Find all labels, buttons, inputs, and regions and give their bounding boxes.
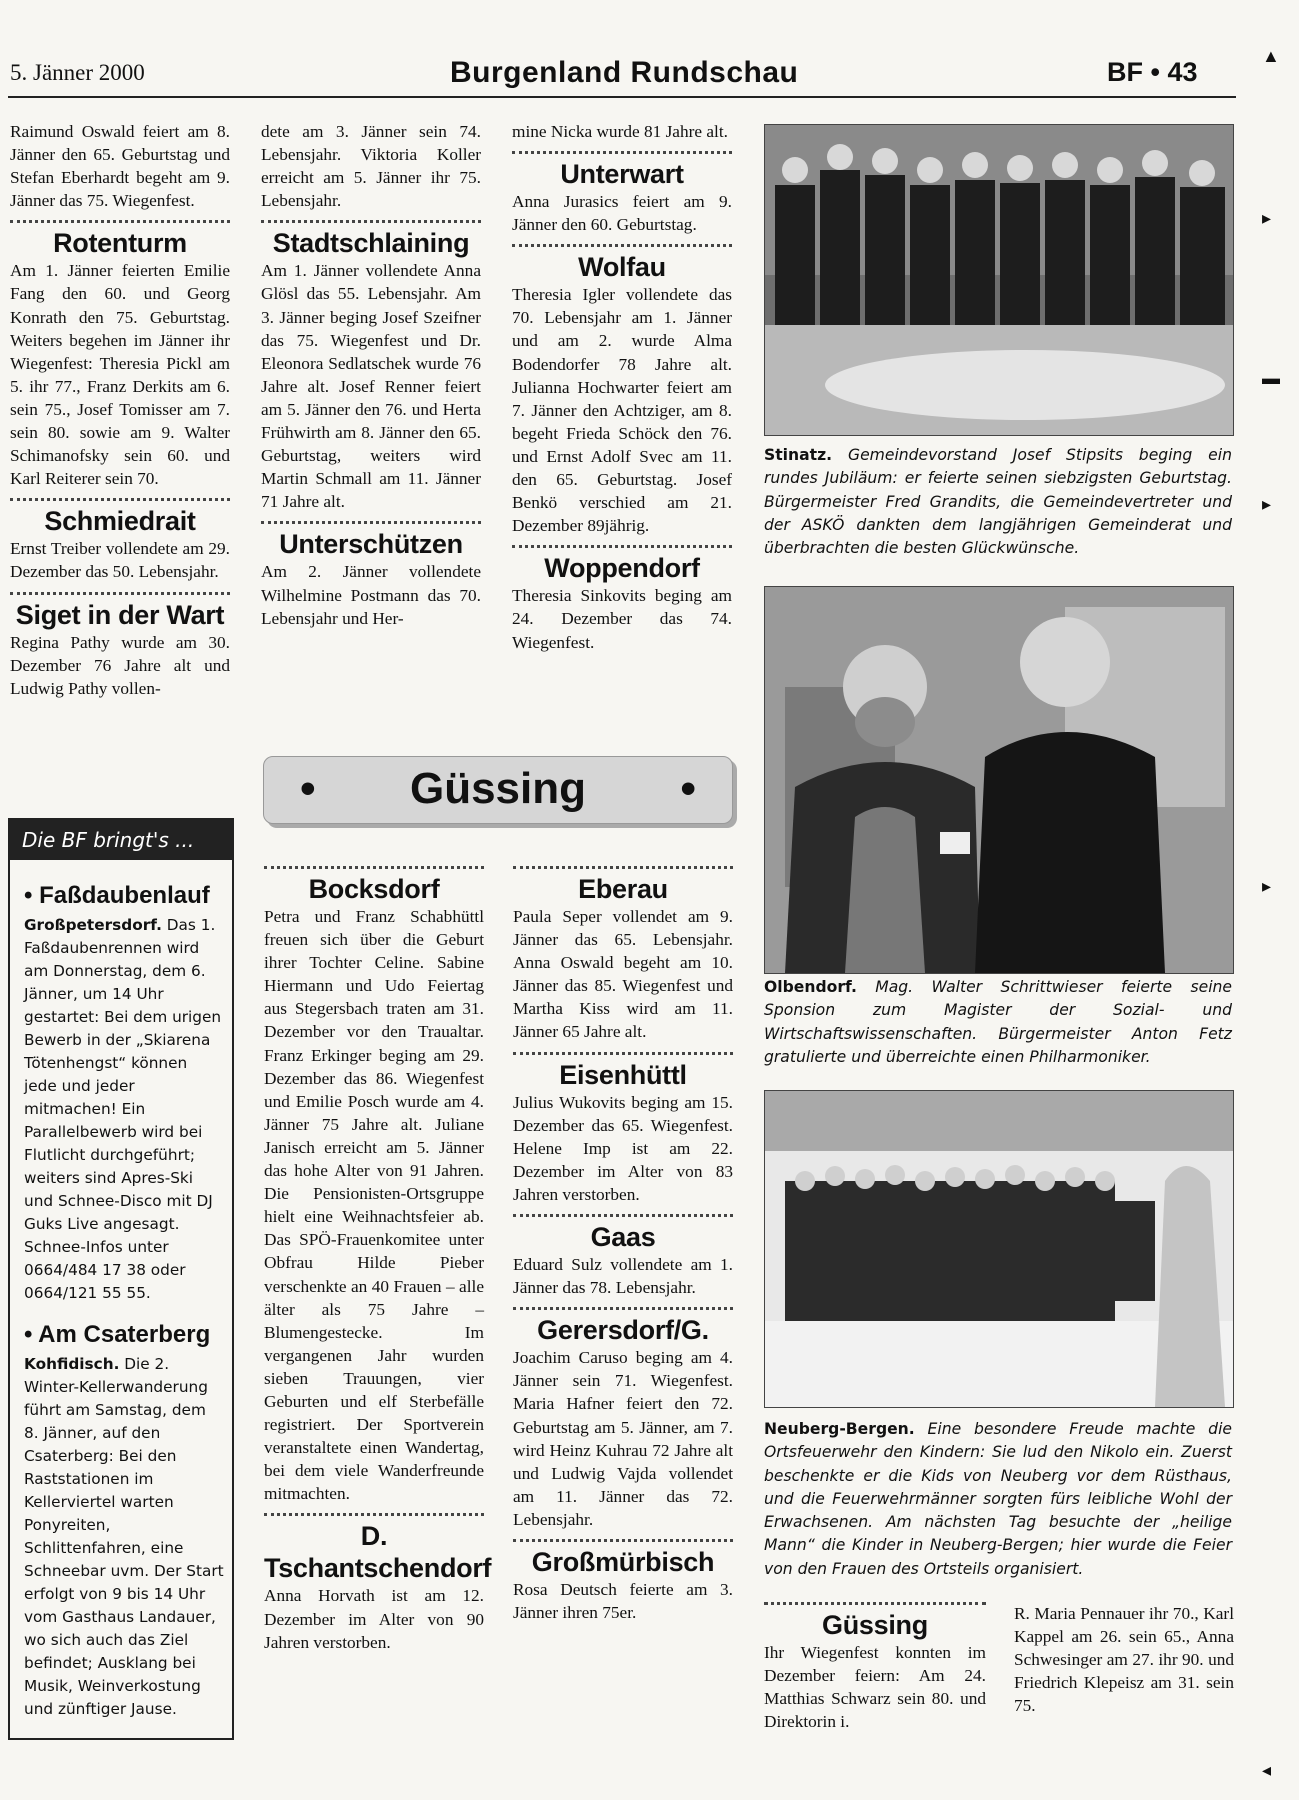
section-heading-gerersdorf: Gerersdorf/G.: [537, 1315, 709, 1346]
article-text: Am 2. Jänner vollendete Wilhelmine Postmann das 70. Lebensjahr und Her-: [261, 562, 481, 628]
column-3: [512, 120, 732, 654]
dotted-divider: [10, 220, 230, 223]
dotted-divider: [10, 592, 230, 595]
caption-place: Neuberg-Bergen.: [764, 1420, 915, 1438]
margin-mark: ▲: [1262, 46, 1280, 66]
item-body: Die 2. Winter-Kellerwanderung führt am Samstag, dem 8. Jänner, auf den Csaterberg: Bei den Raststationen im Kellerviertel warten Ponyreiten, Schlittenfahren, eine Schneebar uvm. Der Start erfolgt von 9 bis 14 Uhr vom Gasthaus Landauer, wo sich auch das Ziel befindet; Ausklang bei Musik, Weinverkostung und zünftiger Jause.: [24, 1355, 224, 1718]
dotted-divider: [512, 244, 732, 247]
section-heading-bocksdorf: Bocksdorf: [308, 874, 440, 904]
section-heading-grossmuerbisch: Großmürbisch: [531, 1546, 715, 1577]
item-body: Das 1. Faßdaubenrennen wird am Donnerstag, dem 6. Jänner, um 14 Uhr gestartet: Bei dem urigen Bewerb in der „Skiarena Tötenhengst“ können jede und jeder mitmachen! Ein Parallelbewerb wird bei Flutlicht durchgeführt; weiters sind Apres-Ski und Schnee-Disco mit DJ Guks Live angesagt. Schnee-Infos unter 0664/484 17 38 oder 0664/121 55 55.: [24, 916, 222, 1302]
caption-place: Stinatz.: [764, 446, 833, 464]
issue-date: 5. Jänner 2000: [10, 60, 145, 85]
dotted-divider: [513, 1052, 733, 1055]
dotted-divider: [261, 521, 481, 524]
place-name: Kohfidisch.: [24, 1355, 120, 1373]
dotted-divider: [513, 866, 733, 869]
article-text: Ihr Wiegenfest konnten im Dezember feiern: Am 24. Matthias Schwarz sein 80. und Direktorin i.: [764, 1643, 986, 1732]
column-4-lower: [764, 1602, 986, 1733]
dotted-divider: [264, 866, 484, 869]
section-heading-schmiedrait: Schmiedrait: [44, 506, 196, 537]
dotted-divider: [513, 1539, 733, 1542]
photo-caption-olbendorf: [764, 976, 1232, 1069]
section-heading-stadtschlaining: Stadtschlaining: [272, 228, 470, 259]
article-text: Ernst Treiber vollendete am 29. Dezember das 50. Lebensjahr.: [10, 539, 230, 582]
column-2-lower: [264, 866, 492, 1654]
info-box-item-text: [24, 1353, 224, 1721]
margin-mark: ▬: [1262, 368, 1280, 388]
article-text: Am 1. Jänner vollendete Anna Glösl das 55. Lebensjahr. Am 3. Jänner beging Josef Szeifner das 75. Wiegenfest und Dr. Eleonora Sedlatschek wurde 76 Jahre alt. Josef Renner feiert am 5. Jänner den 76. und Herta Frühwirth am 8. Jänner den 65. Geburtstag, weiters wird Martin Schmall am 11. Jänner 71 Jahre alt.: [261, 261, 481, 512]
caption-place: Olbendorf.: [764, 978, 857, 996]
dotted-divider: [512, 151, 732, 154]
children-crowd-photo-illustration: [765, 1091, 1233, 1407]
info-box: [8, 818, 234, 1740]
region-banner-guessing: [263, 756, 733, 824]
article-text: Raimund Oswald feiert am 8. Jänner den 65. Geburtstag und Stefan Eberhardt begeht am 9. Jänner das 75. Wiegenfest.: [10, 122, 230, 211]
info-box-header: Die BF bringt's ...: [10, 820, 232, 860]
newspaper-title: Burgenland Rundschau: [450, 56, 799, 89]
photo-caption-neuberg: [764, 1418, 1232, 1581]
article-text: Theresia Sinkovits beging am 24. Dezember das 74. Wiegenfest.: [512, 586, 732, 652]
article-text: Am 1. Jänner feierten Emilie Fang den 60. und Georg Konrath den 75. Geburtstag. Weiters begehen im Jänner ihr Wiegenfest: Theresia Pickl am 5. ihr 77., Franz Derkits am 6. sein 75., Josef Tomisser am 7. sein 80. sowie am 9. Walter Schimanofsky sein 60. und Karl Reiterer sein 70.: [10, 261, 230, 489]
section-heading-unterwart: Unterwart: [560, 159, 684, 190]
photo-olbendorf: [764, 586, 1234, 974]
section-heading-woppendorf: Woppendorf: [544, 553, 700, 584]
column-3-lower: [513, 866, 733, 1624]
article-text: Theresia Igler vollendete das 70. Lebensjahr am 1. Jänner und am 2. wurde Alma Bodendorfer 78 Jahre alt. Julianna Hochwarter feiert am 7. Jänner den Achtziger, am 8. begeht Frieda Schöck den 76. und Ernst Adolf Svec am 11. den 65. Geburtstag. Josef Benkö verschied am 21. Dezember 89jährig.: [512, 285, 732, 536]
two-men-photo-illustration: [765, 587, 1233, 973]
caption-text: Mag. Walter Schrittwieser feierte seine Sponsion zum Magister der Sozial- und Wirtschaftswissenschaften. Bürgermeister Anton Fetz gratulierte und überreichte einen Philharmoniker.: [764, 978, 1232, 1066]
section-heading-rotenturm: Rotenturm: [53, 228, 187, 259]
dotted-divider: [513, 1307, 733, 1310]
article-text: Petra und Franz Schabhüttl freuen sich über die Geburt ihrer Tochter Celine. Sabine Hiermann und Udo Feiertag aus Stegersbach traten am 31. Dezember vor den Traualtar. Franz Erkinger beging am 29. Dezember das 86. Wiegenfest und Emilie Posch wurde am 4. Jänner 75 Jahre alt. Juliane Janisch erreicht am 5. Jänner das hohe Alter von 91 Jahren. Die Pensionisten-Ortsgruppe hielt eine Weihnachtsfeier ab. Das SPÖ-Frauenkomitee unter Obfrau Hilde Pieber verschenkte an 40 Frauen – alle älter als 75 Jahre – Blumengestecke. Im vergangenen Jahr wurden sieben Trauungen, vier Geburten und elf Sterbefälle registriert. Der Sportverein veranstaltete einen Wandertag, bei dem viele Wanderfreunde mitmachten.: [264, 907, 484, 1504]
article-text: Anna Jurasics feiert am 9. Jänner den 60. Geburtstag.: [512, 192, 732, 235]
column-5-lower: [1014, 1602, 1234, 1717]
banner-dot: •: [680, 764, 696, 813]
article-text: Regina Pathy wurde am 30. Dezember 76 Jahre alt und Ludwig Pathy vollen-: [10, 632, 230, 698]
section-heading-eberau: Eberau: [578, 874, 668, 904]
banner-title: Güssing: [409, 764, 587, 813]
article-text: Joachim Caruso beging am 4. Jänner sein 71. Wiegenfest. Maria Hafner feiert den 72. Geburtstag am 5. Jänner, am 7. wird Heinz Kuhrau 72 Jahre alt und Ludwig Vajda vollendet am 11. Jänner das 72. Lebensjahr.: [513, 1348, 733, 1529]
dotted-divider: [512, 545, 732, 548]
section-heading-unterschuetzen: Unterschützen: [279, 529, 463, 560]
photo-neuberg-nikolo: [764, 1090, 1234, 1408]
group-photo-illustration: [765, 125, 1233, 435]
caption-text: Gemeindevorstand Josef Stipsits beging ein rundes Jubiläum: er feierte seinen siebzigsten Geburtstag. Bürgermeister Fred Grandits, die Gemeindevertreter und der ASKÖ dankten dem langjährigen Gemeinderat und überbrachten die besten Glückwünsche.: [764, 446, 1232, 558]
section-heading-eisenhuettl: Eisenhüttl: [559, 1059, 687, 1090]
margin-mark: ◂: [1262, 1760, 1272, 1780]
info-box-item-heading: • Faßdaubenlauf: [24, 882, 210, 909]
dotted-divider: [264, 1513, 484, 1516]
caption-text: Eine besondere Freude machte die Ortsfeuerwehr den Kindern: Sie lud den Nikolo ein. Zuerst beschenkte er die Kids von Neuberg vor dem Rüsthaus, und die Feuerwehrmänner sorgten fürs leibliche Wohl der Erwachsenen. Am nächsten Tag besuchte der „heilige Mann“ die Kinder in Neuberg-Bergen; hier wurde die Feier von den Frauen des Ortsteils organisiert.: [764, 1420, 1232, 1578]
article-text: R. Maria Pennauer ihr 70., Karl Kappel am 26. sein 65., Anna Schwesinger am 27. ihr 90. und Friedrich Klepeisz am 31. sein 75.: [1014, 1604, 1234, 1716]
page-number: BF • 43: [1107, 57, 1198, 87]
section-heading-guessing: Güssing: [822, 1610, 928, 1640]
column-1: [10, 120, 230, 700]
article-text: Paula Seper vollendet am 9. Jänner das 65. Lebensjahr. Anna Oswald begeht am 10. Jänner das 85. Wiegenfest und Martha Kiss wird am 11. Jänner 65 Jahre alt.: [513, 907, 733, 1042]
margin-mark: ▸: [1262, 876, 1272, 896]
dotted-divider: [764, 1602, 986, 1605]
info-box-item-heading: • Am Csaterberg: [24, 1321, 211, 1348]
info-box-body: [10, 860, 232, 1721]
dotted-divider: [261, 220, 481, 223]
dotted-divider: [10, 498, 230, 501]
column-2: [261, 120, 481, 630]
section-heading-gaas: Gaas: [590, 1222, 656, 1253]
article-text: Eduard Sulz vollendete am 1. Jänner das 78. Lebensjahr.: [513, 1255, 733, 1298]
article-text: Julius Wukovits beging am 15. Dezember das 65. Wiegenfest. Helene Imp ist am 22. Dezember im Alter von 83 Jahren verstorben.: [513, 1092, 733, 1204]
photo-stinatz-group: [764, 124, 1234, 436]
article-text: dete am 3. Jänner sein 74. Lebensjahr. Viktoria Koller erreicht am 5. Jänner ihr 75. Lebensjahr.: [261, 122, 481, 211]
place-name: Großpetersdorf.: [24, 916, 162, 934]
banner-dot: •: [300, 764, 316, 813]
article-text: mine Nicka wurde 81 Jahre alt.: [512, 122, 728, 141]
photo-caption-stinatz: [764, 444, 1232, 560]
info-box-item-text: [24, 914, 224, 1305]
article-text: Anna Horvath ist am 12. Dezember im Alter von 90 Jahren verstorben.: [264, 1586, 484, 1652]
article-text: Rosa Deutsch feierte am 3. Jänner ihren 75er.: [513, 1579, 733, 1623]
header-rule: [8, 96, 1236, 98]
margin-mark: ▸: [1262, 208, 1272, 228]
margin-mark: ▸: [1262, 494, 1272, 514]
section-heading-siget: Siget in der Wart: [15, 599, 225, 630]
section-heading-tschantschendorf: D. Tschantschendorf: [264, 1521, 492, 1584]
dotted-divider: [513, 1214, 733, 1217]
section-heading-wolfau: Wolfau: [578, 252, 666, 283]
